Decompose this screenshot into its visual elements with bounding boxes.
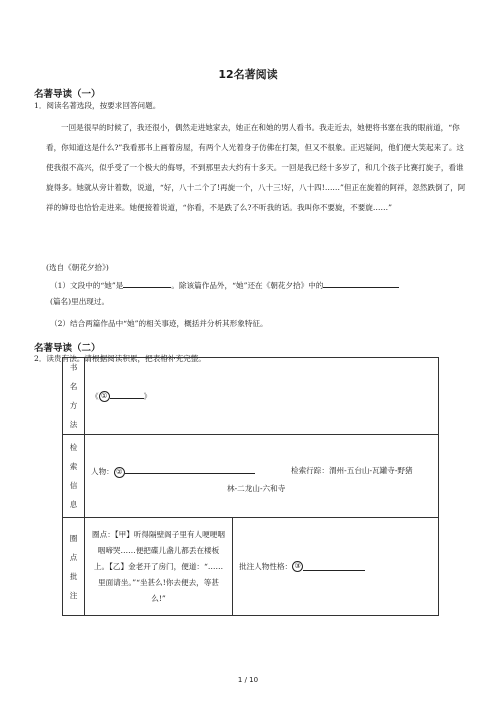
search-info-content xyxy=(85,435,438,517)
table-row-book xyxy=(63,358,439,435)
reading-passage: 一回是很早的时候了，我还很小，偶然走进她家去，她正在和她的男人看书。我走近去，她便将书塞在我的眼前道，“你看，你知道这是什么?”我看那书上画着房屋，有两个人光着身子仿佛在打架，但又不很象。正迟疑间，他们便大笑起来了。这使我很不高兴，似乎受了一个极大的侮辱，不到那里去大约有十多天。一回是我已经十多岁了，和几个孩子比赛打旋子，看谁旋得多。她就从旁计着数，说道，“好，八十二个了!再旋一个，八十三!好，八十四!……”但正在旋着的阿祥，忽然跌倒了，阿祥的婶母也恰恰走进来。她便接着说道，“你看，不是跌了么?不听我的话。我叫你不要旋，不要旋……” xyxy=(46,123,466,212)
page-number: 1 / 10 xyxy=(237,676,259,684)
head-char: 名 xyxy=(69,382,78,391)
head-char: 批 xyxy=(69,571,78,581)
answer-blank-character[interactable] xyxy=(303,562,365,571)
section-heading-1: 名著导读（一） xyxy=(34,89,101,100)
person-field xyxy=(91,465,255,478)
route-continuation: 林-二龙山-六和寺 xyxy=(227,484,286,493)
blank-marker-3: ③ xyxy=(292,561,303,572)
character-label: 批注人物性格： xyxy=(239,562,293,571)
question-2: 2．读贵有法。请根据阅读积累，把表格补充完整。 xyxy=(34,354,206,363)
person-label: 人物： xyxy=(91,467,114,476)
head-char: 索 xyxy=(69,462,78,471)
head-char: 信 xyxy=(69,481,78,490)
annotation-content xyxy=(85,518,438,615)
character-annotation-field xyxy=(233,518,365,615)
annotation-quote: 圈点：【甲】听得隔壁阁子里有人哽哽咽咽啼哭……便把碟儿盏儿都丢在楼板上。【乙】金老开了房门，便道：“……里面请坐。”“坐甚么!你去便去，等甚么!” xyxy=(92,529,225,603)
row-head-search-info xyxy=(63,435,85,518)
answer-blank-person[interactable] xyxy=(125,465,255,474)
head-char: 书 xyxy=(69,363,78,372)
question-1: 1．阅读名著选段，按要求回答问题。 xyxy=(34,101,161,110)
answer-blank-essay[interactable] xyxy=(323,279,399,288)
head-char: 注 xyxy=(69,590,78,600)
head-char: 点 xyxy=(69,552,78,562)
annotation-quote-box xyxy=(85,518,233,615)
book-title-line xyxy=(85,390,438,403)
book-title-cell xyxy=(85,358,439,435)
sub-question-1-cont: (篇名)里出现过。 xyxy=(50,297,110,306)
head-char: 息 xyxy=(69,500,78,509)
passage-source: (选自《朝花夕拾》) xyxy=(46,263,109,272)
sub-question-1-text-a: （1）文段中的“她”是 xyxy=(50,281,124,290)
row-head-book-method xyxy=(63,358,85,435)
section-heading-2: 名著导读（二） xyxy=(34,343,101,354)
blank-marker-1: ① xyxy=(99,391,110,402)
document-title: 12名著阅读 xyxy=(218,68,278,81)
answer-blank-she[interactable] xyxy=(123,279,171,288)
table-row-search xyxy=(63,435,439,518)
head-char: 方 xyxy=(69,401,78,410)
title-bracket-open: 《 xyxy=(91,391,99,401)
answer-blank-book-title[interactable] xyxy=(110,390,144,399)
title-bracket-close: 》 xyxy=(143,391,152,401)
route-label: 检索行踪：渭州-五台山-瓦罐寺-野猪 xyxy=(291,466,413,475)
row-head-annotation xyxy=(63,518,85,616)
head-char: 法 xyxy=(69,420,78,429)
sub-question-1-text-b: 。除该篇作品外，“她”还在《朝花夕拾》中的 xyxy=(171,281,324,290)
annotation-cell xyxy=(85,518,439,616)
blank-marker-2: ② xyxy=(114,467,125,478)
reading-method-table xyxy=(62,357,439,616)
search-info-cell xyxy=(85,435,439,518)
head-char: 检 xyxy=(69,443,78,452)
table-row-annotation xyxy=(63,518,439,616)
head-char: 圈 xyxy=(69,533,78,543)
sub-question-1 xyxy=(50,279,399,291)
sub-question-2: （2）结合两篇作品中“她”的相关事迹，概括并分析其形象特征。 xyxy=(50,319,268,328)
